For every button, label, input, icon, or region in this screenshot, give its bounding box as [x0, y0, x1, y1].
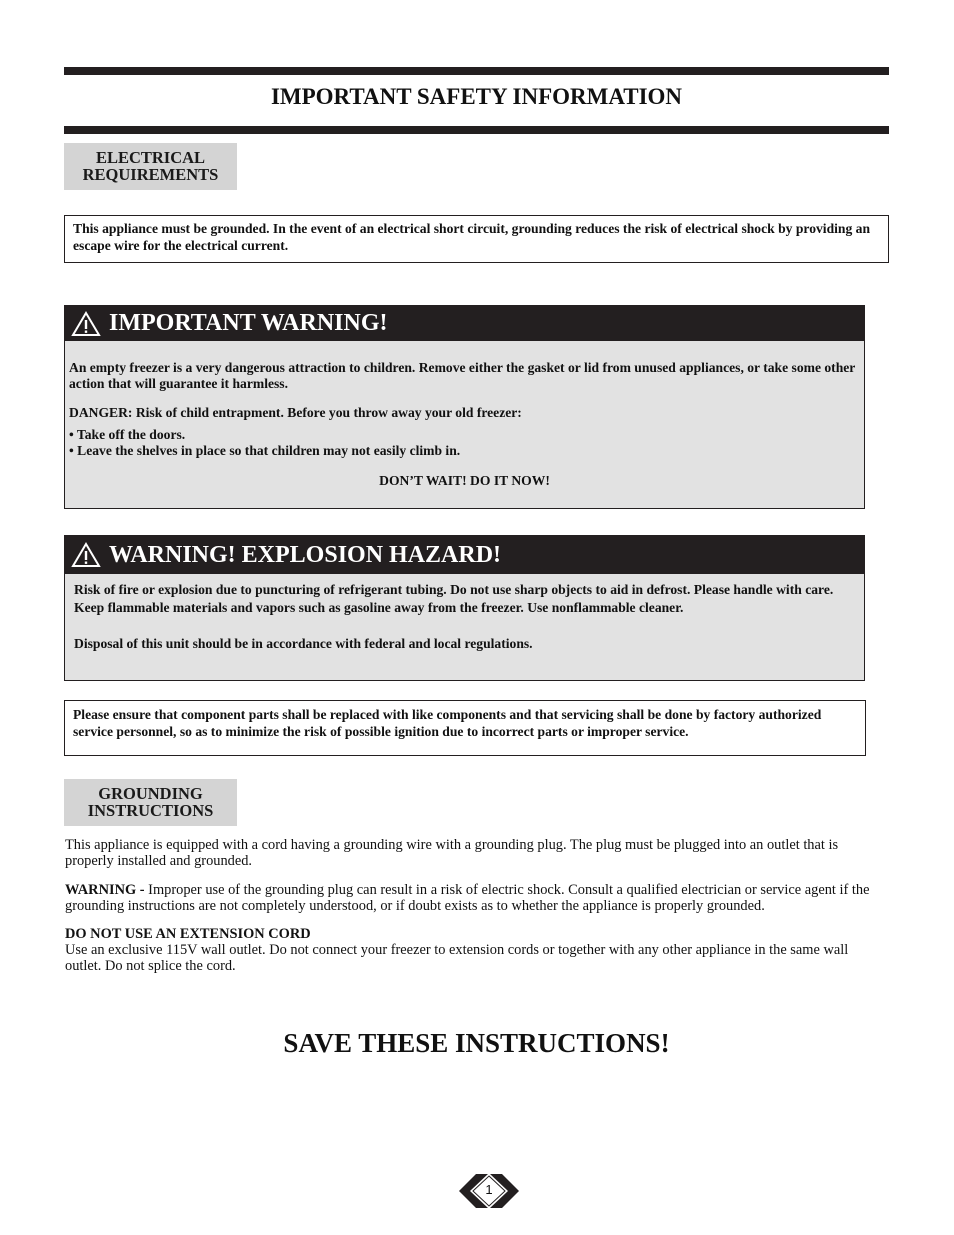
grounding-instructions-text: [65, 837, 880, 974]
top-rule: [64, 67, 889, 75]
important-warning-closing: DON’T WAIT! DO IT NOW!: [379, 473, 550, 488]
warning-triangle-icon: [71, 542, 101, 568]
save-instructions-heading: SAVE THESE INSTRUCTIONS!: [283, 1028, 670, 1058]
electrical-tag-line2: REQUIREMENTS: [82, 165, 219, 184]
grounding-notice-box: [64, 215, 889, 263]
important-warning-bullet1: • Take off the doors.: [69, 427, 186, 442]
extension-cord-heading: DO NOT USE AN EXTENSION CORD: [65, 926, 311, 942]
important-warning-body: [69, 360, 860, 489]
grounding-tag-line1: GROUNDING: [98, 784, 203, 803]
page-number: 1: [485, 1182, 493, 1197]
grounding-para1: This appliance is equipped with a cord having a grounding wire with a grounding plug. The plug must be plugged into an outlet that is properly installed and grounded.: [65, 837, 839, 869]
explosion-hazard-header: [65, 536, 864, 574]
important-warning-para2: DANGER: Risk of child entrapment. Before you throw away your old freezer:: [69, 405, 522, 420]
explosion-hazard-para2: Disposal of this unit should be in accordance with federal and local regulations.: [74, 636, 533, 651]
important-warning-panel: [64, 305, 865, 509]
service-notice-box: [64, 700, 866, 756]
extension-cord-text: Use an exclusive 115V wall outlet. Do not connect your freezer to extension cords or together with any other appliance in the same wall outlet. Do not splice the cord.: [65, 942, 849, 974]
grounding-warning-para: [65, 882, 880, 914]
explosion-hazard-para1: Risk of fire or explosion due to puncturing of refrigerant tubing. Do not use sharp objects to aid in defrost. Please handle with care. Keep flammable materials and vapors such as gasoline away from the freezer. Use nonflammable cleaner.: [74, 582, 834, 615]
electrical-requirements-tag: [64, 143, 237, 190]
grounding-tag-line2: INSTRUCTIONS: [87, 801, 214, 820]
warning-triangle-icon: [71, 311, 101, 337]
page-title: IMPORTANT SAFETY INFORMATION: [270, 84, 683, 109]
grounding-notice-text: This appliance must be grounded. In the event of an electrical short circuit, grounding reduces the risk of electrical shock by providing an escape wire for the electrical current.: [73, 221, 871, 253]
explosion-hazard-heading: WARNING! EXPLOSION HAZARD!: [109, 541, 502, 568]
grounding-warning-label: WARNING -: [65, 882, 145, 898]
grounding-warning-text: Improper use of the grounding plug can result in a risk of electric shock. Consult a qualified electrician or service agent if the grounding instructions are not completely understood, or if doubt exists as to whether the appliance is properly grounded.: [65, 882, 870, 914]
page-number-badge: [458, 1170, 520, 1212]
important-warning-bullet2: • Leave the shelves in place so that children may not easily climb in.: [69, 443, 461, 458]
important-warning-para1: An empty freezer is a very dangerous attraction to children. Remove either the gasket or lid from unused appliances, or take some other action that will guarantee it harmless.: [69, 360, 856, 391]
title-underline-rule: [64, 126, 889, 134]
electrical-tag-line1: ELECTRICAL: [95, 148, 206, 167]
explosion-hazard-panel: [64, 535, 865, 681]
service-notice-text: Please ensure that component parts shall be replaced with like components and that servicing shall be done by factory authorized service personnel, so as to minimize the risk of possible ignition due to incorrect parts or improper service.: [73, 707, 822, 739]
important-warning-header: [65, 306, 864, 341]
grounding-instructions-tag: [64, 779, 237, 826]
explosion-hazard-body: [74, 581, 858, 653]
important-warning-heading: IMPORTANT WARNING!: [109, 310, 388, 336]
